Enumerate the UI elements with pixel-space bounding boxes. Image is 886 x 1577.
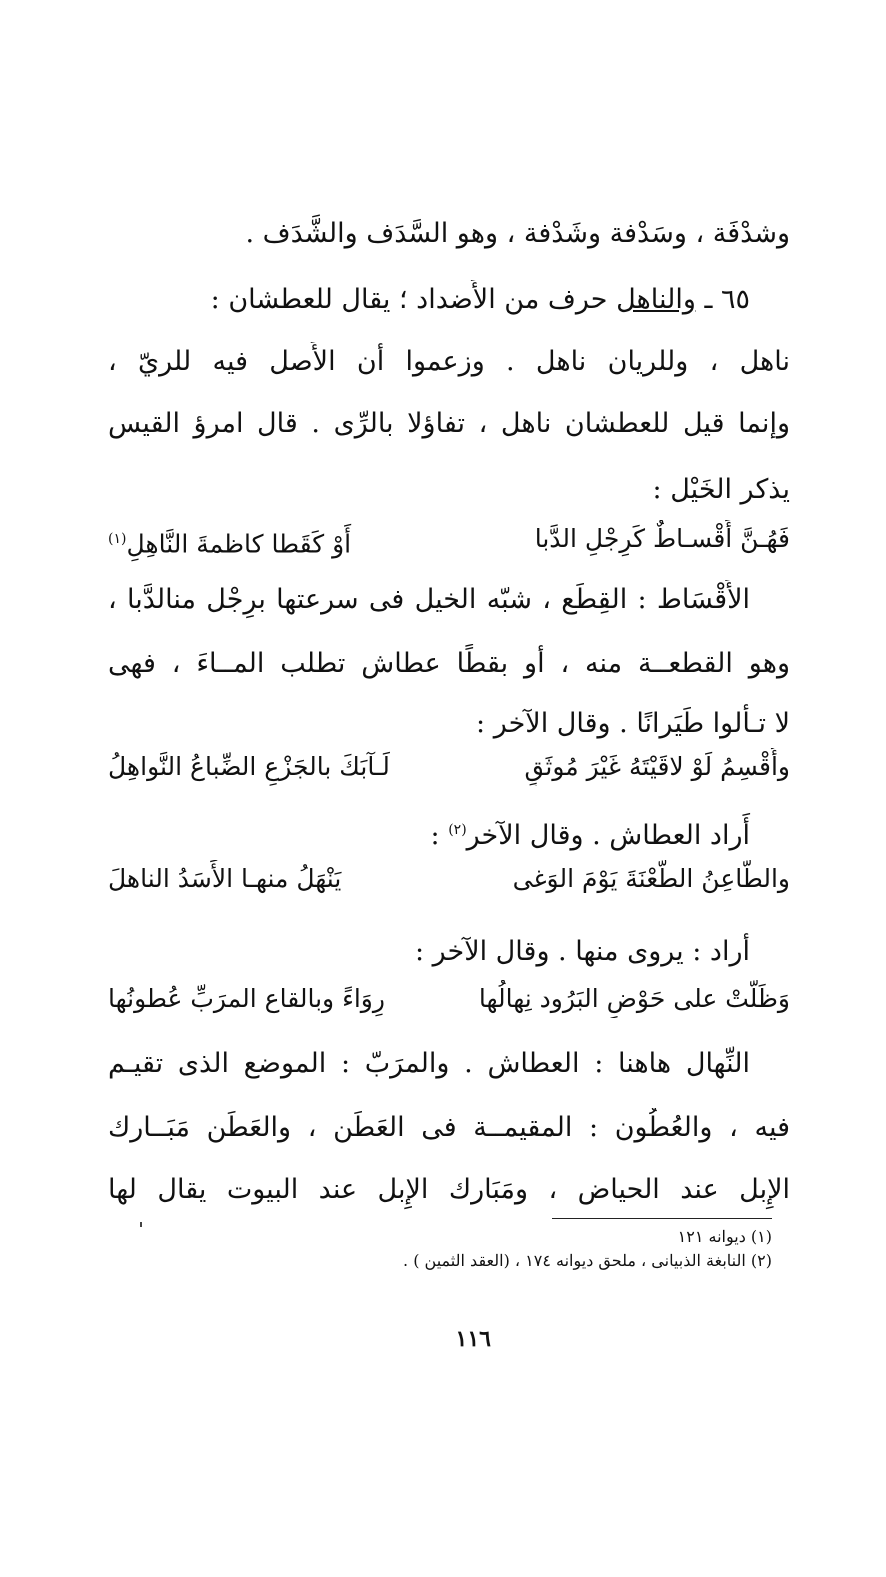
- verse-2: [108, 748, 790, 786]
- verse-1: [108, 520, 790, 563]
- entry-number: ٦٥ ـ: [704, 284, 750, 315]
- text-line-10: أَراد : يروى منها . وقال الآخر :: [414, 936, 750, 967]
- text-line-1: وشدْفَة ، وسَدْفة وشَدْفة ، وهو السَّدَف والشَّدَف .: [245, 218, 790, 249]
- text-line-12: فيه ، والعُطُون : المقيمــة فى العَطَن ، والعَطَن مَبَــارك: [108, 1112, 790, 1143]
- footnote-marker-2: (٢): [448, 822, 467, 838]
- text-line-9-text: أَراد العطاش . وقال الآخر: [466, 820, 750, 851]
- text-line-3: ناهل ، وللريان ناهل . وزعموا أَن الأَصل فيه للريّ ،: [108, 346, 790, 377]
- text-line-7: وهو القطعــة منه ، أَو بقطًا عطاش تطلب المــاءَ ، فهى: [108, 648, 790, 679]
- text-line-5: يذكر الخَيْل :: [652, 474, 790, 505]
- footnote-1: (١) ديوانه ١٢١: [677, 1227, 772, 1246]
- verse-3: [108, 860, 790, 898]
- entry-headword: والناهل: [616, 284, 696, 315]
- footnote-2: (٢) النابغة الذبيانى ، ملحق ديوانه ١٧٤ ، (العقد الثمين ) .: [403, 1251, 772, 1270]
- text-line-6: الأَقْسَاط : القِطَع ، شبّه الخيل فى سرعتها برِجْل منالدَّبا ،: [108, 584, 750, 615]
- text-line-4: وإنما قيل للعطشان ناهل ، تفاؤلا بالرِّى . قال امرؤ القيس: [108, 408, 790, 439]
- entry-definition: حرف من الأَضداد ؛ يقال للعطشان :: [210, 284, 608, 315]
- text-line-11: النِّهال هاهنا : العطاش . والمرَبّ : الموضع الذى تقيـم: [108, 1048, 750, 1079]
- text-line-2: [108, 280, 790, 320]
- verse-1-second-text: أَوْ كَقَطا كاظمةَ النَّاهِلِ: [126, 529, 352, 559]
- text-line-9: [108, 810, 790, 856]
- verse-3-second-hemistich: يَنْهَلُ منهـا الأَسَدُ الناهلَ: [108, 864, 342, 893]
- verse-1-first-hemistich: فَهُـنَّ أَقْسـاطٌ كَرِجْلِ الدَّبا: [534, 524, 790, 553]
- text-line-13: الإِبل عند الحياض ، ومَبَارك الإِبل عند البيوت يقال لها: [108, 1174, 790, 1205]
- verse-2-second-hemistich: لَـآبَكَ بالجَزْعِ الضِّباعُ النَّواهِلُ: [108, 752, 390, 781]
- footnote-separator: [552, 1218, 772, 1219]
- text-line-9-colon: :: [430, 820, 440, 851]
- verse-4-first-hemistich: وَظَلَّتْ على حَوْضِ البَرُود نِهالُها: [478, 984, 790, 1013]
- verse-4: [108, 980, 790, 1018]
- verse-2-first-hemistich: وأُقْسِمُ لَوْ لاقَيْتَهُ غَيْرَ مُوثَقٍ: [524, 752, 790, 781]
- verse-3-first-hemistich: والطَّاعِنُ الطَّعْنَةَ يَوْمَ الوَغى: [512, 864, 790, 893]
- verse-4-second-hemistich: رِوَاءً وبالقاع المرَبِّ عُطونُها: [108, 984, 385, 1013]
- footnote-marker-1: (١): [108, 531, 127, 547]
- text-line-8: لا تـأْلوا طَيَرانًا . وقال الآخر :: [476, 708, 790, 739]
- page-number: ١١٦: [455, 1326, 491, 1352]
- verse-1-second-hemistich: [108, 520, 351, 563]
